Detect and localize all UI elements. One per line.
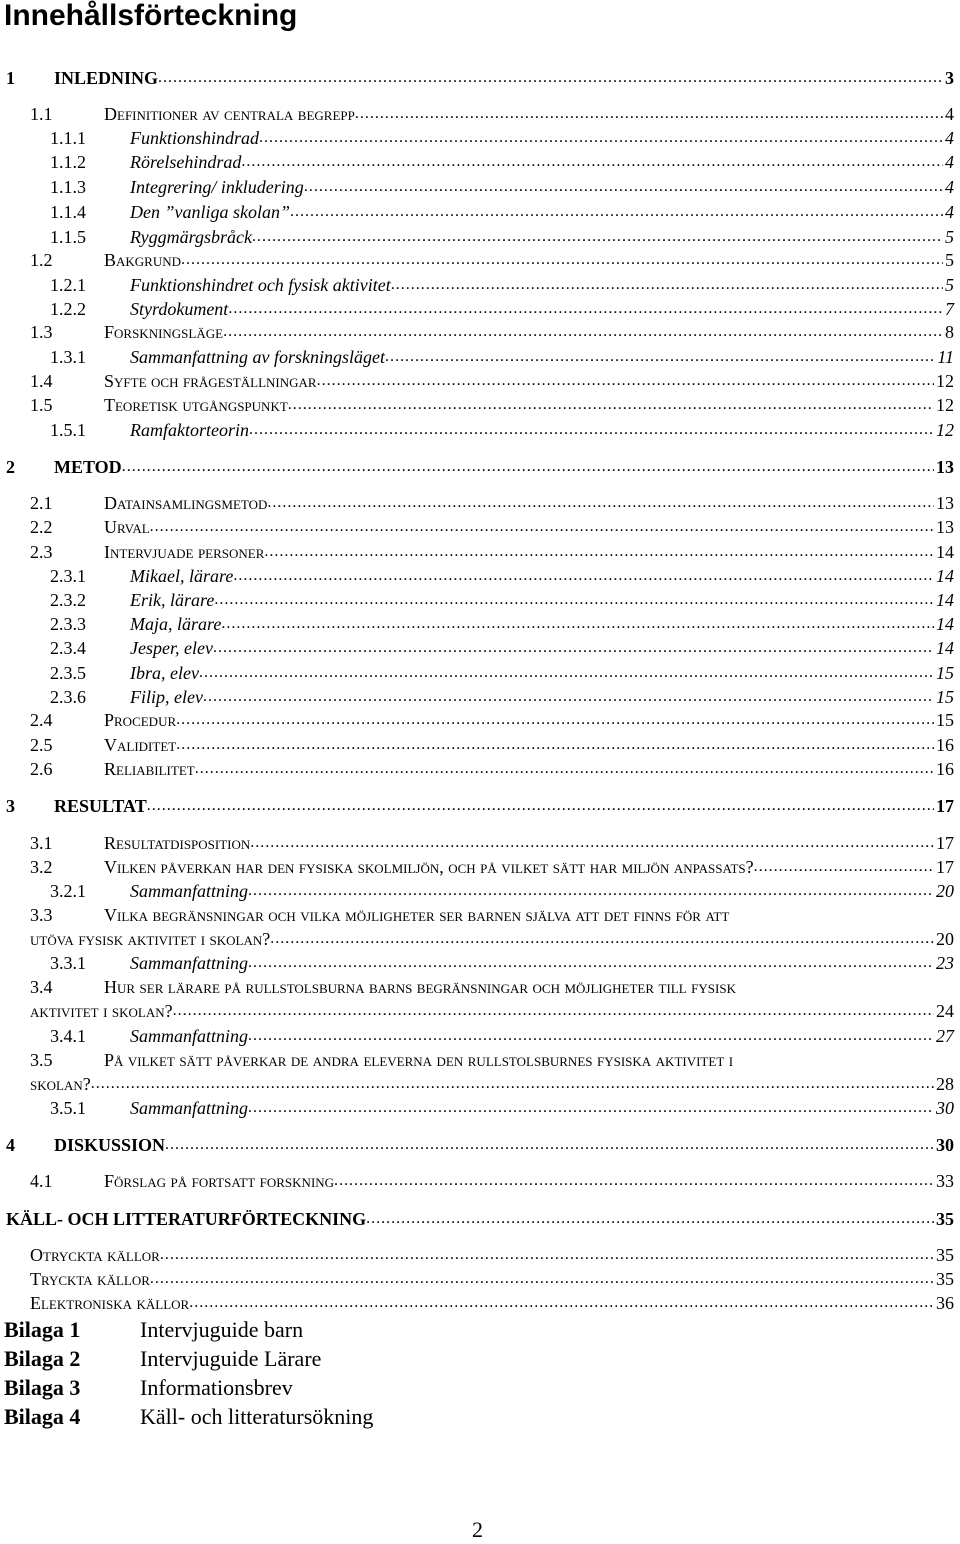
toc-entry-number: 1.2.1 — [50, 275, 86, 295]
dot-leader — [189, 1291, 934, 1315]
toc-entry[interactable] — [0, 515, 960, 539]
appendix-label: Bilaga 3 — [4, 1375, 81, 1400]
toc-entry-title: utöva fysisk aktivitet i skolan? — [30, 929, 271, 949]
toc-entry-page: 12 — [936, 420, 954, 440]
dot-leader — [267, 491, 934, 515]
toc-entry[interactable] — [0, 903, 960, 927]
toc-entry-number: 2 — [6, 457, 15, 477]
appendix-item — [4, 1403, 373, 1431]
toc-entry-page: 16 — [936, 759, 954, 779]
toc-entry-number: 2.5 — [30, 735, 53, 755]
dot-leader — [181, 248, 943, 272]
toc-entry-page: 13 — [936, 493, 954, 513]
toc-entry-page: 36 — [936, 1293, 954, 1313]
dot-leader — [147, 794, 934, 818]
toc-entry-number: 1.5.1 — [50, 420, 86, 440]
toc-entry-title: Integrering/ inkludering — [130, 177, 304, 197]
toc-entry-page: 13 — [936, 457, 954, 477]
toc-entry-number: 2.3 — [30, 542, 53, 562]
dot-leader — [176, 733, 934, 757]
dot-leader — [334, 1169, 934, 1193]
toc-entry-number: 3.3.1 — [50, 953, 86, 973]
toc-entry[interactable] — [0, 1024, 960, 1048]
toc-entry[interactable] — [0, 975, 960, 999]
dot-leader — [195, 757, 934, 781]
dot-leader — [241, 150, 943, 174]
dot-leader — [199, 661, 934, 685]
toc-entry-page: 14 — [936, 614, 954, 634]
toc-entry-number: 1.3 — [30, 322, 53, 342]
dot-leader — [248, 879, 934, 903]
dot-leader — [223, 320, 943, 344]
toc-entry[interactable] — [0, 879, 960, 903]
toc-entry-page: 30 — [936, 1098, 954, 1118]
toc-entry-title: Sammanfattning — [130, 953, 249, 973]
toc-entry-page: 14 — [936, 638, 954, 658]
dot-leader — [160, 1243, 934, 1267]
toc-entry-page: 24 — [936, 1001, 954, 1021]
appendix-label: Bilaga 1 — [4, 1317, 81, 1342]
toc-entry-number: 2.3.1 — [50, 566, 86, 586]
toc-entry[interactable] — [0, 66, 960, 90]
dot-leader — [233, 564, 934, 588]
toc-entry-number: 1.1.5 — [50, 227, 86, 247]
toc-entry-page: 5 — [945, 275, 954, 295]
dot-leader — [248, 951, 934, 975]
toc-entry-title: Definitioner av centrala begrepp — [104, 104, 355, 124]
toc-entry-title: Rörelsehindrad — [130, 152, 242, 172]
toc-entry-title: Vilka begränsningar och vilka möjligheter ser barnen själva att det finns för att — [104, 905, 730, 925]
toc-entry-title: Funktionshindret och fysisk aktivitet — [130, 275, 391, 295]
dot-leader — [203, 685, 934, 709]
toc-entry-page: 5 — [945, 250, 954, 270]
toc-entry[interactable] — [0, 225, 960, 249]
toc-entry-page: 4 — [945, 177, 954, 197]
dot-leader — [122, 455, 934, 479]
toc-entry[interactable] — [0, 794, 960, 818]
dot-leader — [228, 297, 943, 321]
dot-leader — [317, 369, 934, 393]
dot-leader — [259, 126, 943, 150]
dot-leader — [249, 418, 934, 442]
toc-entry[interactable] — [0, 491, 960, 515]
dot-leader — [252, 225, 943, 249]
appendix-title: Informationsbrev — [140, 1375, 293, 1400]
toc-entry[interactable] — [0, 418, 960, 442]
toc-entry[interactable] — [0, 297, 960, 321]
toc-entry-title: Filip, elev — [130, 687, 203, 707]
toc-entry-title: DISKUSSION — [54, 1135, 166, 1155]
toc-entry-number: 1.2 — [30, 250, 53, 270]
dot-leader — [214, 588, 934, 612]
toc-entry[interactable] — [0, 320, 960, 344]
toc-entry-title: Hur ser lärare på rullstolsburna barns begränsningar och möjligheter till fysisk — [104, 977, 736, 997]
toc-entry[interactable] — [0, 661, 960, 685]
dot-leader — [248, 1096, 934, 1120]
toc-entry-title: Intervjuade personer — [104, 542, 265, 562]
toc-entry-title: Reliabilitet — [104, 759, 195, 779]
toc-entry-number: 2.3.3 — [50, 614, 86, 634]
toc-entry-title: Syfte och frågeställningar — [104, 371, 317, 391]
toc-entry-title: Teoretisk utgångspunkt — [104, 395, 288, 415]
toc-entry-number: 2.6 — [30, 759, 53, 779]
toc-entry-number: 4.1 — [30, 1171, 53, 1191]
toc-entry-page: 4 — [945, 128, 954, 148]
dot-leader — [221, 612, 934, 636]
toc-entry-title: Validitet — [104, 735, 177, 755]
toc-entry-number: 3.2 — [30, 857, 53, 877]
toc-entry-number: 1 — [6, 68, 15, 88]
dot-leader — [385, 345, 935, 369]
toc-entry-page: 33 — [936, 1171, 954, 1191]
toc-entry-page: 27 — [936, 1026, 954, 1046]
toc-entry-title: Erik, lärare — [130, 590, 215, 610]
toc-entry-title: skolan? — [30, 1074, 91, 1094]
toc-entry-title: Förslag på fortsatt forskning — [104, 1171, 335, 1191]
toc-entry-page: 17 — [936, 796, 954, 816]
toc-entry-title: INLEDNING — [54, 68, 159, 88]
dot-leader — [270, 927, 934, 951]
toc-entry[interactable] — [0, 999, 960, 1023]
toc-entry-number: 2.3.4 — [50, 638, 86, 658]
toc-entry[interactable] — [0, 540, 960, 564]
toc-entry-number: 1.1.4 — [50, 202, 86, 222]
dot-leader — [304, 175, 943, 199]
toc-entry[interactable] — [0, 588, 960, 612]
toc-entry[interactable] — [0, 1243, 960, 1267]
appendix-item — [4, 1374, 293, 1402]
toc-entry[interactable] — [0, 927, 960, 951]
toc-entry-title: Maja, lärare — [130, 614, 222, 634]
toc-entry-title: aktivitet i skolan? — [30, 1001, 173, 1021]
toc-entry-title: Vilken påverkan har den fysiska skolmiljön, och på vilket sätt har miljön anpassats? — [104, 857, 754, 877]
toc-entry-page: 4 — [945, 104, 954, 124]
dot-leader — [248, 1024, 934, 1048]
appendix-title: Käll- och litteratursökning — [140, 1404, 374, 1429]
appendix-label: Bilaga 4 — [4, 1404, 81, 1429]
page-title: Innehållsförteckning — [4, 0, 298, 32]
toc-entry[interactable] — [0, 636, 960, 660]
toc-entry[interactable] — [0, 200, 960, 224]
appendix-item — [4, 1345, 321, 1373]
toc-entry-page: 30 — [936, 1135, 954, 1155]
toc-entry-number: 3.1 — [30, 833, 53, 853]
toc-entry-page: 3 — [945, 68, 954, 88]
appendix-label: Bilaga 2 — [4, 1346, 81, 1371]
toc-entry[interactable] — [0, 685, 960, 709]
dot-leader — [158, 66, 943, 90]
toc-entry[interactable] — [0, 1267, 960, 1291]
toc-entry-title: Urval — [104, 517, 150, 537]
dot-leader — [290, 200, 943, 224]
toc-entry-title: Ryggmärgsbråck — [130, 227, 252, 247]
toc-entry-number: 2.3.6 — [50, 687, 86, 707]
toc-entry-title: Sammanfattning — [130, 1098, 249, 1118]
toc-entry[interactable] — [0, 1291, 960, 1315]
toc-entry-number: 2.2 — [30, 517, 53, 537]
toc-entry-number: 3.4 — [30, 977, 53, 997]
toc-entry-title: KÄLL- OCH LITTERATURFÖRTECKNING — [6, 1209, 367, 1229]
toc-entry-number: 2.3.2 — [50, 590, 86, 610]
toc-entry-page: 12 — [936, 371, 954, 391]
toc-entry-page: 11 — [937, 347, 954, 367]
toc-entry-title: Jesper, elev — [130, 638, 213, 658]
toc-entry[interactable] — [0, 708, 960, 732]
toc-entry-page: 8 — [945, 322, 954, 342]
toc-entry-page: 17 — [936, 857, 954, 877]
toc-entry-page: 7 — [945, 299, 954, 319]
toc-entry-title: Den ”vanliga skolan” — [130, 202, 290, 222]
toc-entry-title: Sammanfattning — [130, 1026, 249, 1046]
dot-leader — [165, 1133, 934, 1157]
toc-entry-title: RESULTAT — [54, 796, 147, 816]
toc-entry-title: Forskningsläge — [104, 322, 224, 342]
dot-leader — [150, 1267, 934, 1291]
toc-entry-number: 1.2.2 — [50, 299, 86, 319]
toc-entry[interactable] — [0, 102, 960, 126]
toc-entry[interactable] — [0, 273, 960, 297]
toc-entry-page: 35 — [936, 1245, 954, 1265]
dot-leader — [264, 540, 934, 564]
toc-entry[interactable] — [0, 1207, 960, 1231]
toc-entry-page: 4 — [945, 202, 954, 222]
appendix-title: Intervjuguide Lärare — [140, 1346, 322, 1371]
toc-entry-title: Ramfaktorteorin — [130, 420, 249, 440]
toc-entry[interactable] — [0, 1072, 960, 1096]
toc-entry-title: Sammanfattning av forskningsläget — [130, 347, 385, 367]
toc-entry-page: 5 — [945, 227, 954, 247]
toc-entry-page: 35 — [936, 1269, 954, 1289]
toc-entry-page: 35 — [936, 1209, 954, 1229]
toc-entry-page: 14 — [936, 542, 954, 562]
toc-entry[interactable] — [0, 1048, 960, 1072]
toc-entry-page: 4 — [945, 152, 954, 172]
toc-entry-number: 2.4 — [30, 710, 53, 730]
toc-entry[interactable] — [0, 393, 960, 417]
toc-entry-title: METOD — [54, 457, 122, 477]
toc-entry[interactable] — [0, 248, 960, 272]
toc-entry-page: 12 — [936, 395, 954, 415]
toc-entry-number: 4 — [6, 1135, 15, 1155]
toc-entry-title: Procedur — [104, 710, 177, 730]
toc-entry[interactable] — [0, 455, 960, 479]
dot-leader — [91, 1072, 934, 1096]
toc-entry-number: 1.1.2 — [50, 152, 86, 172]
toc-entry[interactable] — [0, 951, 960, 975]
dot-leader — [213, 636, 934, 660]
dot-leader — [150, 515, 934, 539]
toc-entry[interactable] — [0, 1169, 960, 1193]
toc-entry[interactable] — [0, 345, 960, 369]
toc-entry-title: På vilket sätt påverkar de andra eleverna den rullstolsburnes fysiska aktivitet i — [104, 1050, 734, 1070]
toc-entry-number: 3.4.1 — [50, 1026, 86, 1046]
toc-entry[interactable] — [0, 150, 960, 174]
dot-leader — [173, 999, 934, 1023]
toc-entry-number: 2.3.5 — [50, 663, 86, 683]
toc-entry-number: 3 — [6, 796, 15, 816]
toc-entry[interactable] — [0, 855, 960, 879]
toc-entry-number: 3.3 — [30, 905, 53, 925]
toc-entry-title: Ibra, elev — [130, 663, 199, 683]
toc-entry[interactable] — [0, 831, 960, 855]
dot-leader — [366, 1207, 934, 1231]
toc-entry-page: 15 — [936, 710, 954, 730]
toc-entry-title: Styrdokument — [130, 299, 229, 319]
toc-entry-number: 1.5 — [30, 395, 53, 415]
toc-entry-number: 2.1 — [30, 493, 53, 513]
toc-entry-page: 13 — [936, 517, 954, 537]
toc-entry[interactable] — [0, 1096, 960, 1120]
toc-entry-title: Bakgrund — [104, 250, 182, 270]
toc-entry-page: 23 — [936, 953, 954, 973]
toc-entry-number: 1.1.3 — [50, 177, 86, 197]
toc-entry-page: 15 — [936, 687, 954, 707]
toc-entry-title: Elektroniska källor — [30, 1293, 190, 1313]
toc-entry-number: 1.1.1 — [50, 128, 86, 148]
toc-entry-title: Datainsamlingsmetod — [104, 493, 268, 513]
dot-leader — [176, 708, 934, 732]
dot-leader — [754, 855, 934, 879]
toc-entry-page: 20 — [936, 929, 954, 949]
toc-entry-title: Funktionshindrad — [130, 128, 259, 148]
dot-leader — [288, 393, 934, 417]
toc-entry-number: 3.2.1 — [50, 881, 86, 901]
toc-entry-page: 17 — [936, 833, 954, 853]
toc-entry[interactable] — [0, 612, 960, 636]
toc-entry[interactable] — [0, 175, 960, 199]
toc-entry-title: Otryckta källor — [30, 1245, 160, 1265]
toc-entry[interactable] — [0, 757, 960, 781]
toc-entry-title: Resultatdisposition — [104, 833, 251, 853]
toc-entry[interactable] — [0, 369, 960, 393]
toc-entry-number: 1.4 — [30, 371, 53, 391]
toc-entry-page: 14 — [936, 566, 954, 586]
dot-leader — [250, 831, 934, 855]
toc-entry-page: 28 — [936, 1074, 954, 1094]
toc-entry[interactable] — [0, 126, 960, 150]
toc-entry[interactable] — [0, 564, 960, 588]
appendix-title: Intervjuguide barn — [140, 1317, 304, 1342]
toc-entry-title: Sammanfattning — [130, 881, 249, 901]
toc-entry-number: 3.5 — [30, 1050, 53, 1070]
toc-entry-number: 1.1 — [30, 104, 53, 124]
toc-entry-page: 16 — [936, 735, 954, 755]
appendix-item — [4, 1316, 303, 1344]
toc-entry-number: 3.5.1 — [50, 1098, 86, 1118]
toc-entry-number: 1.3.1 — [50, 347, 86, 367]
toc-entry-title: Tryckta källor — [30, 1269, 150, 1289]
dot-leader — [391, 273, 943, 297]
page-number: 2 — [472, 1517, 483, 1542]
toc-entry-page: 14 — [936, 590, 954, 610]
toc-entry-page: 15 — [936, 663, 954, 683]
toc-entry-title: Mikael, lärare — [130, 566, 234, 586]
toc-entry[interactable] — [0, 733, 960, 757]
toc-entry-page: 20 — [936, 881, 954, 901]
dot-leader — [355, 102, 943, 126]
toc-entry[interactable] — [0, 1133, 960, 1157]
